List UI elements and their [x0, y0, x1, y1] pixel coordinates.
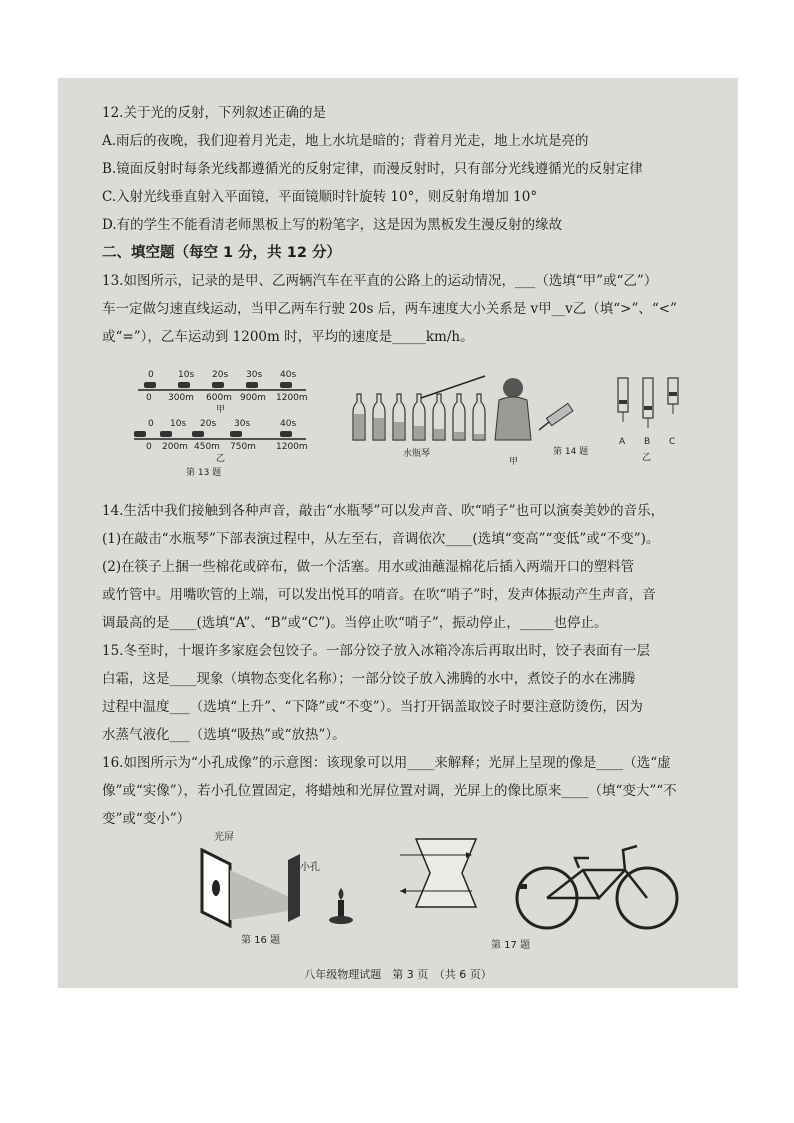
q15-line-3: 过程中温度___（选填“上升”、“下降”或“不变”）。当打开锅盖取饺子时要注意防烫伤，因为 [102, 699, 643, 715]
q12-option-d: D.有的学生不能看清老师黑板上写的粉笔字，这是因为黑板发生漫反射的缘故 [102, 217, 563, 233]
q15-line-1: 15.冬至时，十堰许多家庭会包饺子。一部分饺子放入冰箱冷冻后再取出时，饺子表面有一层 [102, 643, 650, 659]
jia-dist-2: 600m [206, 393, 232, 403]
figure-17-reflector [396, 833, 496, 933]
figure-14-sound [343, 370, 688, 480]
yi-label-14: 乙 [642, 453, 652, 463]
jia-track [138, 370, 308, 415]
figure-17-caption: 第 17 题 [491, 940, 531, 951]
q13-line-1: 13.如图所示，记录的是甲、乙两辆汽车在平直的公路上的运动情况，___（选填“甲”或“乙”） [102, 273, 658, 289]
tube-a-label: A [619, 437, 626, 447]
jia-dist-4: 1200m [276, 393, 308, 403]
exam-page [58, 78, 738, 988]
section-heading: 二、填空题（每空 1 分，共 12 分） [102, 245, 341, 261]
yi-dist-1: 200m [162, 442, 188, 452]
jia-label: 甲 [216, 405, 226, 415]
yi-dist-4: 1200m [276, 442, 308, 452]
bicycle-icon [513, 840, 683, 935]
yi-time-3: 30s [234, 419, 251, 429]
jia-time-2: 20s [212, 370, 229, 380]
screen-label: 光屏 [214, 832, 234, 843]
q14-line-1: 14.生活中我们接触到各种声音，敲击“水瓶琴”可以发声音、吹“哨子”也可以演奏美妙的音乐， [102, 503, 665, 519]
figure-13-caption: 第 13 题 [186, 468, 222, 478]
jia-dist-0: 0 [146, 393, 152, 403]
q12-option-b: B.镜面反射时每条光线都遵循光的反射定律，而漫反射时，只有部分光线遵循光的反射定律 [102, 161, 643, 177]
q16-line-1: 16.如图所示为“小孔成像”的示意图：该现象可以用____来解释；光屏上呈现的像是____（选“虚 [102, 755, 671, 771]
yi-time-0: 0 [148, 419, 154, 429]
yi-dist-2: 450m [194, 442, 220, 452]
yi-track [134, 419, 308, 464]
q14-line-4: 或竹管中。用嘴吹管的上端，可以发出悦耳的哨音。在吹“哨子”时，发声体振动产生声音，音 [102, 587, 656, 603]
q15-line-2: 白霜，这是____现象（填物态变化名称）；一部分饺子放入沸腾的水中，煮饺子的水在沸腾 [102, 671, 636, 687]
tube-b-label: B [644, 437, 651, 447]
jia-time-4: 40s [280, 370, 297, 380]
jia-time-3: 30s [246, 370, 263, 380]
jia-time-1: 10s [178, 370, 195, 380]
yi-label: 乙 [216, 454, 226, 464]
yi-time-2: 20s [200, 419, 217, 429]
figure-16-pinhole [188, 830, 378, 940]
page-footer: 八年级物理试题 第 3 页 （共 6 页） [304, 968, 492, 981]
q12-stem: 12.关于光的反射，下列叙述正确的是 [102, 105, 326, 121]
water-bottle-label: 水瓶琴 [403, 449, 431, 459]
tube-c-label: C [669, 437, 676, 447]
jia-time-0: 0 [148, 370, 154, 380]
jia-label-14: 甲 [509, 457, 519, 467]
q16-line-3: 变”或“变小”） [102, 811, 191, 827]
yi-dist-0: 0 [146, 442, 152, 452]
jia-dist-3: 900m [240, 393, 266, 403]
yi-time-4: 40s [280, 419, 297, 429]
yi-dist-3: 750m [230, 442, 256, 452]
jia-dist-1: 300m [168, 393, 194, 403]
q14-line-2: (1)在敲击“水瓶琴”下部表演过程中，从左至右，音调依次____(选填“变高”“变低”或“不变”)。 [102, 531, 660, 547]
yi-time-1: 10s [170, 419, 187, 429]
q12-option-a: A.雨后的夜晚，我们迎着月光走，地上水坑是暗的；背着月光走，地上水坑是亮的 [102, 133, 589, 149]
figure-13-cars [130, 368, 310, 478]
q14-line-3: (2)在筷子上捆一些棉花或碎布，做一个活塞。用水或油蘸湿棉花后插入两端开口的塑料管 [102, 559, 635, 575]
q16-line-2: 像”或“实像”），若小孔位置固定，将蜡烛和光屏位置对调，光屏上的像比原来____（填“变大”“不 [102, 783, 677, 799]
pinhole-label: 小孔 [300, 862, 320, 873]
q12-option-c: C.入射光线垂直射入平面镜，平面镜顺时针旋转 10°，则反射角增加 10° [102, 189, 538, 205]
figure-14-caption: 第 14 题 [553, 447, 589, 457]
q13-line-2: 车一定做匀速直线运动，当甲乙两车行驶 20s 后，两车速度大小关系是 v甲__v乙（填“>”、“<” [102, 301, 677, 317]
q15-line-4: 水蒸气液化___（选填“吸热”或“放热”）。 [102, 727, 346, 743]
figure-16-caption: 第 16 题 [241, 935, 281, 946]
q13-line-3: 或“=”），乙车运动到 1200m 时，平均的速度是_____km/h。 [102, 329, 474, 345]
q14-line-5: 调最高的是____(选填“A”、“B”或“C”)。当停止吹“哨子”，振动停止，_____也停止。 [102, 615, 608, 631]
